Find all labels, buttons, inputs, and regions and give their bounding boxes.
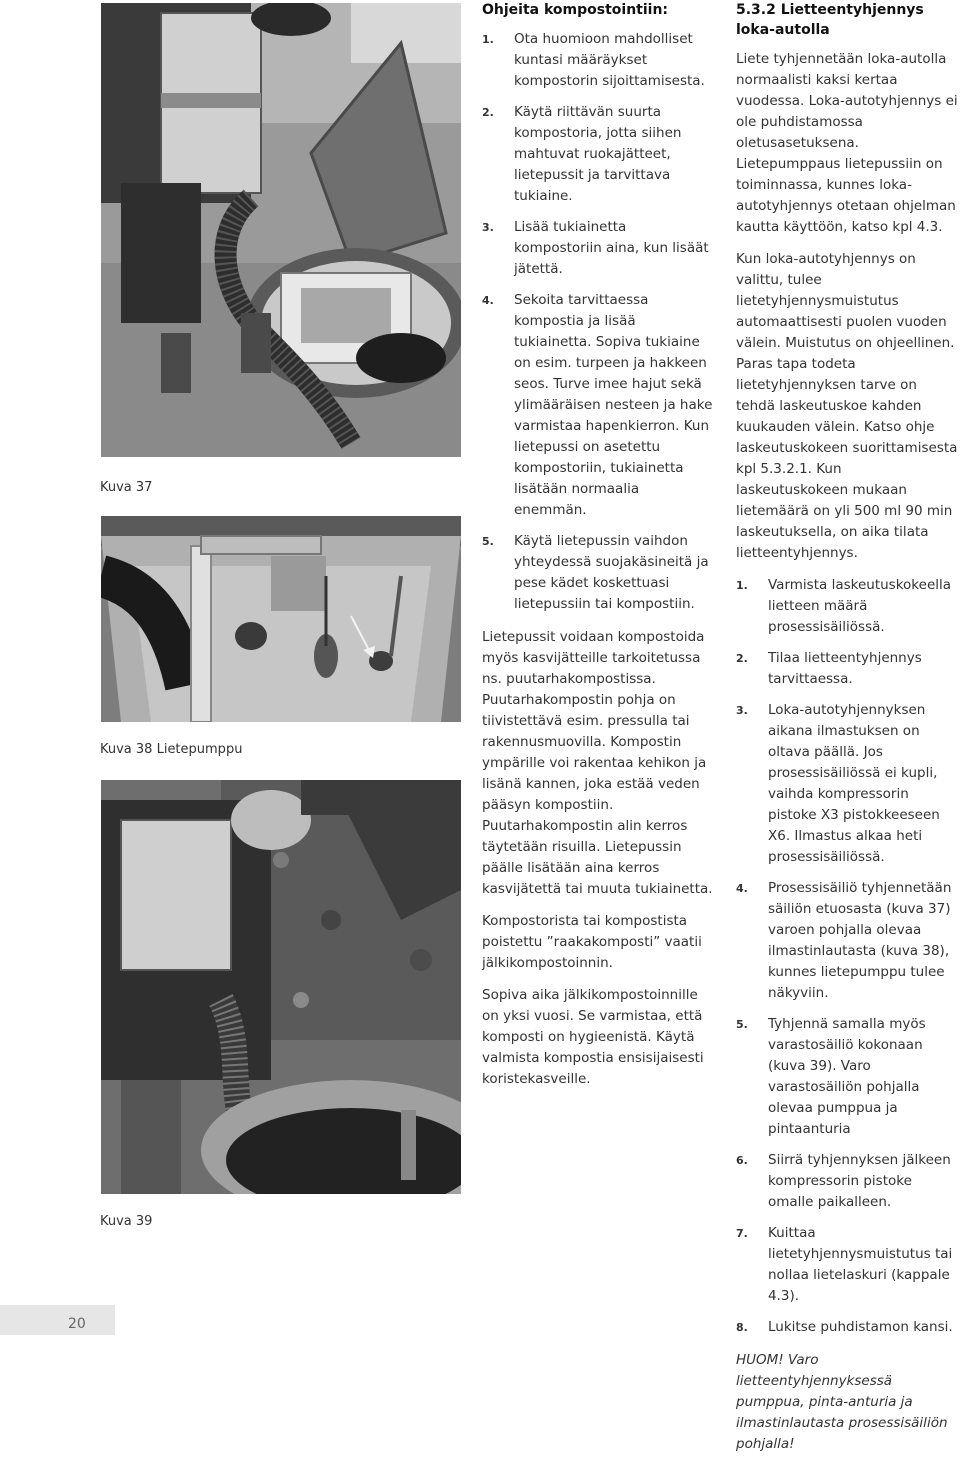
emptying-step [736, 1150, 958, 1213]
emptying-step [736, 700, 958, 868]
composting-step [482, 29, 714, 92]
step-text: Käytä lietepussin vaihdon yhteydessä suojakäsineitä ja pese kädet koskettuasi lietepussiin tai kompostiin. [514, 533, 709, 612]
step-text: Siirrä tyhjennyksen jälkeen kompressorin pistoke omalle paikalleen. [768, 1152, 951, 1210]
step-number: 4. [736, 882, 748, 895]
figure-38-caption: Kuva 38 Lietepumppu [100, 742, 243, 757]
step-text: Prosessisäiliö tyhjennetään säiliön etuosasta (kuva 37) varoen pohjalla olevaa ilmastinlautasta (kuva 38), kunnes lietepumppu tulee näkyviin. [768, 880, 952, 1001]
step-text: Lukitse puhdistamon kansi. [768, 1319, 953, 1335]
composting-step [482, 102, 714, 207]
step-text: Varmista laskeutuskokeella lietteen määrä prosessisäiliössä. [768, 577, 952, 635]
step-number: 5. [482, 535, 494, 548]
figure-39-photo [101, 780, 461, 1194]
composting-instructions [482, 0, 714, 1101]
step-text: Tilaa lietteentyhjennys tarvittaessa. [768, 650, 922, 687]
warning-note: HUOM! Varo lietteentyhjennyksessä pumppua, pinta-anturia ja ilmastinlautasta prosessisäiliön pohjalla! [736, 1352, 948, 1452]
step-text: Loka-autotyhjennyksen aikana ilmastuksen on oltava päällä. Jos prosessisäiliössä ei kupli, vaihda kompressorin pistoke X3 pistokkeeseen X6. Ilmastus alkaa heti prosessisäiliössä. [768, 702, 940, 865]
step-number: 4. [482, 294, 494, 307]
paragraph: Kompostorista tai kompostista poistettu ”raakakomposti” vaatii jälkikompostoinnin. [482, 913, 702, 971]
emptying-step [736, 1223, 958, 1307]
step-text: Ota huomioon mahdolliset kuntasi määräykset kompostorin sijoittamisesta. [514, 31, 705, 89]
step-number: 6. [736, 1154, 748, 1167]
figure-38-photo [101, 516, 461, 722]
figure-39-caption: Kuva 39 [100, 1214, 153, 1229]
sludge-emptying-section [736, 0, 958, 1466]
step-number: 7. [736, 1227, 748, 1240]
emptying-steps [736, 575, 958, 1338]
paragraph: Kun loka-autotyhjennys on valittu, tulee lietetyhjennysmuistutus automaattisesti puolen vuoden välein. Muistutus on ohjeellinen. Paras tapa todeta lietetyhjennyksen tarve on tehdä laskeutuskoe kahden kuukauden välein. Katso ohje laskeutuskokeen suorittamisesta kpl 5.3.2.1. Kun laskeutuskokeen mukaan lietemäärä on yli 500 ml 90 min laskeutuksella, on aika tilata lietteentyhjennys. [736, 251, 958, 561]
step-text: Lisää tukiainetta kompostoriin aina, kun lisäät jätettä. [514, 219, 709, 277]
step-text: Kuittaa lietetyhjennysmuistutus tai nollaa lietelaskuri (kappale 4.3). [768, 1225, 953, 1304]
step-number: 8. [736, 1321, 748, 1334]
step-number: 2. [482, 106, 494, 119]
step-text: Käytä riittävän suurta kompostoria, jotta siihen mahtuvat ruokajätteet, lietepussit ja tarvittava tukiaine. [514, 104, 682, 204]
composting-step [482, 217, 714, 280]
step-number: 5. [736, 1018, 748, 1031]
step-number: 2. [736, 652, 748, 665]
step-text: Sekoita tarvittaessa kompostia ja lisää tukiainetta. Sopiva tukiaine on esim. turpeen ja hakkeen seos. Turve imee hajut sekä ylimääräisen nesteen ja hake varmistaa hapenkierron. Kun lietepussi on asetettu kompostoriin, tukiainetta lisätään normaalia enemmän. [514, 292, 713, 518]
composting-step [482, 290, 714, 521]
step-number: 3. [736, 704, 748, 717]
page-number: 20 [68, 1316, 86, 1332]
emptying-step [736, 575, 958, 638]
page-number-tab [0, 1305, 115, 1335]
composting-step [482, 531, 714, 615]
step-number: 1. [482, 33, 494, 46]
emptying-step [736, 1014, 958, 1140]
composting-heading: Ohjeita kompostointiin: [482, 2, 669, 18]
paragraph: Liete tyhjennetään loka-autolla normaalisti kaksi kertaa vuodessa. Loka-autotyhjennys ei ole puhdistamossa oletusasetuksena. Lietepumppaus lietepussiin on toiminnassa, kunnes loka-autotyhjennys otetaan ohjelman kautta käyttöön, katso kpl 4.3. [736, 51, 958, 235]
section-heading: 5.3.2 Lietteentyhjennys loka-autolla [736, 2, 924, 38]
paragraph: Sopiva aika jälkikompostoinnille on yksi vuosi. Se varmistaa, että komposti on hygieenistä. Käytä valmista kompostia ensisijaisesti koristekasveille. [482, 987, 704, 1087]
paragraph: Lietepussit voidaan kompostoida myös kasvijätteille tarkoitetussa ns. puutarhakompostissa. Puutarhakompostin pohja on tiivistettävä esim. pressulla tai rakennusmuovilla. Kompostin ympärille voi rakentaa kehikon ja lisänä kannen, joka estää veden pääsyn kompostiin. Puutarhakompostin alin kerros täytetään risuilla. Lietepussin päälle lisätään aina kerros kasvijätettä tai muuta tukiainetta. [482, 629, 713, 897]
figure-37-photo [101, 3, 461, 457]
emptying-step [736, 878, 958, 1004]
figure-37-caption: Kuva 37 [100, 480, 153, 495]
step-number: 3. [482, 221, 494, 234]
composting-steps [482, 29, 714, 615]
emptying-step [736, 648, 958, 690]
step-text: Tyhjennä samalla myös varastosäiliö kokonaan (kuva 39). Varo varastosäiliön pohjalla olevaa pumppua ja pintaanturia [768, 1016, 926, 1137]
step-number: 1. [736, 579, 748, 592]
